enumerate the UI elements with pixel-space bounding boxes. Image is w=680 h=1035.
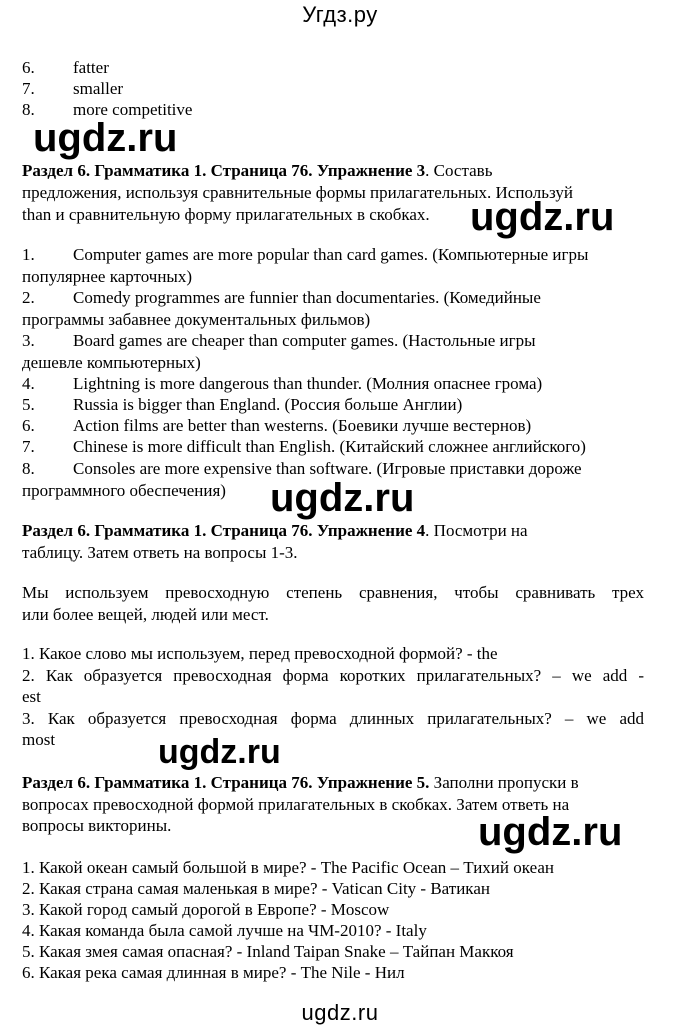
exercise-3-instruction-line3: than и сравнительную форму прилагательных в скобках.: [22, 205, 430, 224]
exercise-4-question-1: 1. Какое слово мы используем, перед превосходной формой? - the: [22, 644, 498, 663]
list-item-text: Chinese is more difficult than English. (Китайский сложнее английского): [73, 437, 586, 456]
list-item-text: Comedy programmes are funnier than documentaries. (Комедийные: [73, 288, 541, 307]
exercise-5-heading: Раздел 6. Грамматика 1. Страница 76. Упражнение 5.: [22, 773, 430, 792]
list-item-number: 4.: [22, 374, 35, 393]
list-item-number: 1.: [22, 245, 35, 264]
list-item-continuation: программы забавнее документальных фильмов): [22, 310, 371, 329]
list-item-text: more competitive: [73, 100, 193, 119]
quiz-answer: 1. Какой океан самый большой в мире? - The Pacific Ocean – Тихий океан: [22, 858, 554, 877]
quiz-answer: 4. Какая команда была самой лучше на ЧМ-2010? - Italy: [22, 921, 427, 940]
list-item-number: 6.: [22, 416, 35, 435]
list-item-number: 6.: [22, 58, 35, 77]
watermark: ugdz.ru: [158, 733, 281, 771]
exercise-4-question-3: 3. Как образуется превосходная форма длинных прилагательных? – we add: [22, 709, 644, 728]
exercise-4-question-3-cont: most: [22, 730, 56, 749]
watermark: ugdz.ru: [470, 195, 615, 239]
site-header: Угдз.ру: [302, 2, 378, 27]
site-footer: ugdz.ru: [301, 1000, 379, 1025]
list-item: [22, 436, 647, 458]
list-item-text: fatter: [73, 58, 109, 77]
exercise-4-instruction: Раздел 6. Грамматика 1. Страница 76. Упражнение 4. Посмотри на: [22, 521, 528, 540]
list-item: [22, 57, 109, 79]
exercise-4-question-2-cont: est: [22, 687, 41, 706]
exercise-3-instruction-line2: предложения, используя сравнительные формы прилагательных. Используй: [22, 183, 573, 202]
list-item-text: Action films are better than westerns. (Боевики лучше вестернов): [73, 416, 532, 435]
list-item-text: Board games are cheaper than computer games. (Настольные игры: [73, 331, 536, 350]
list-item: [22, 330, 647, 374]
list-item-text: Lightning is more dangerous than thunder. (Молния опаснее грома): [73, 374, 543, 393]
list-item: [22, 287, 647, 331]
list-item: [22, 394, 647, 416]
list-item-number: 8.: [22, 459, 35, 478]
watermark: ugdz.ru: [478, 810, 623, 854]
list-item: [22, 78, 123, 100]
exercise-4-rule-line1: Мы используем превосходную степень сравнения, чтобы сравнивать трех: [22, 583, 644, 602]
list-item-continuation: дешевле компьютерных): [22, 353, 201, 372]
exercise-5-instruction-line2: вопросах превосходной формой прилагательных в скобках. Затем ответь на: [22, 795, 570, 814]
list-item-number: 7.: [22, 437, 35, 456]
exercise-4-heading: Раздел 6. Грамматика 1. Страница 76. Упражнение 4: [22, 521, 426, 540]
list-item-text: Russia is bigger than England. (Россия больше Англии): [73, 395, 463, 414]
list-item-number: 5.: [22, 395, 35, 414]
quiz-answer: 2. Какая страна самая маленькая в мире? - Vatican City - Ватикан: [22, 879, 490, 898]
list-item-continuation: программного обеспечения): [22, 481, 226, 500]
exercise-4-question-2: 2. Как образуется превосходная форма коротких прилагательных? – we add -: [22, 666, 644, 685]
exercise-4-rule-line2: или более вещей, людей или мест.: [22, 605, 269, 624]
list-item-text: Computer games are more popular than card games. (Компьютерные игры: [73, 245, 589, 264]
exercise-3-instruction: Раздел 6. Грамматика 1. Страница 76. Упражнение 3. Составь: [22, 161, 493, 180]
exercise-4-instruction-line2: таблицу. Затем ответь на вопросы 1-3.: [22, 543, 298, 562]
list-item: [22, 415, 647, 437]
list-item-number: 7.: [22, 79, 35, 98]
watermark: ugdz.ru: [270, 476, 415, 520]
exercise-5-instruction-line3: вопросы викторины.: [22, 816, 172, 835]
list-item: [22, 244, 647, 288]
list-item-text: Consoles are more expensive than software. (Игровые приставки дороже: [73, 459, 582, 478]
list-item: [22, 373, 647, 395]
list-item-number: 8.: [22, 100, 35, 119]
list-item-number: 2.: [22, 288, 35, 307]
exercise-5-instruction: Раздел 6. Грамматика 1. Страница 76. Упражнение 5. Заполни пропуски в: [22, 773, 579, 792]
list-item-text: smaller: [73, 79, 124, 98]
exercise-3-heading: Раздел 6. Грамматика 1. Страница 76. Упражнение 3: [22, 161, 426, 180]
list-item-continuation: популярнее карточных): [22, 267, 193, 286]
list-item-number: 3.: [22, 331, 35, 350]
watermark: ugdz.ru: [33, 116, 178, 160]
quiz-answer: 3. Какой город самый дорогой в Европе? - Moscow: [22, 900, 390, 919]
quiz-answer: 5. Какая змея самая опасная? - Inland Taipan Snake – Тайпан Маккоя: [22, 942, 514, 961]
quiz-answer: 6. Какая река самая длинная в мире? - The Nile - Нил: [22, 963, 405, 982]
